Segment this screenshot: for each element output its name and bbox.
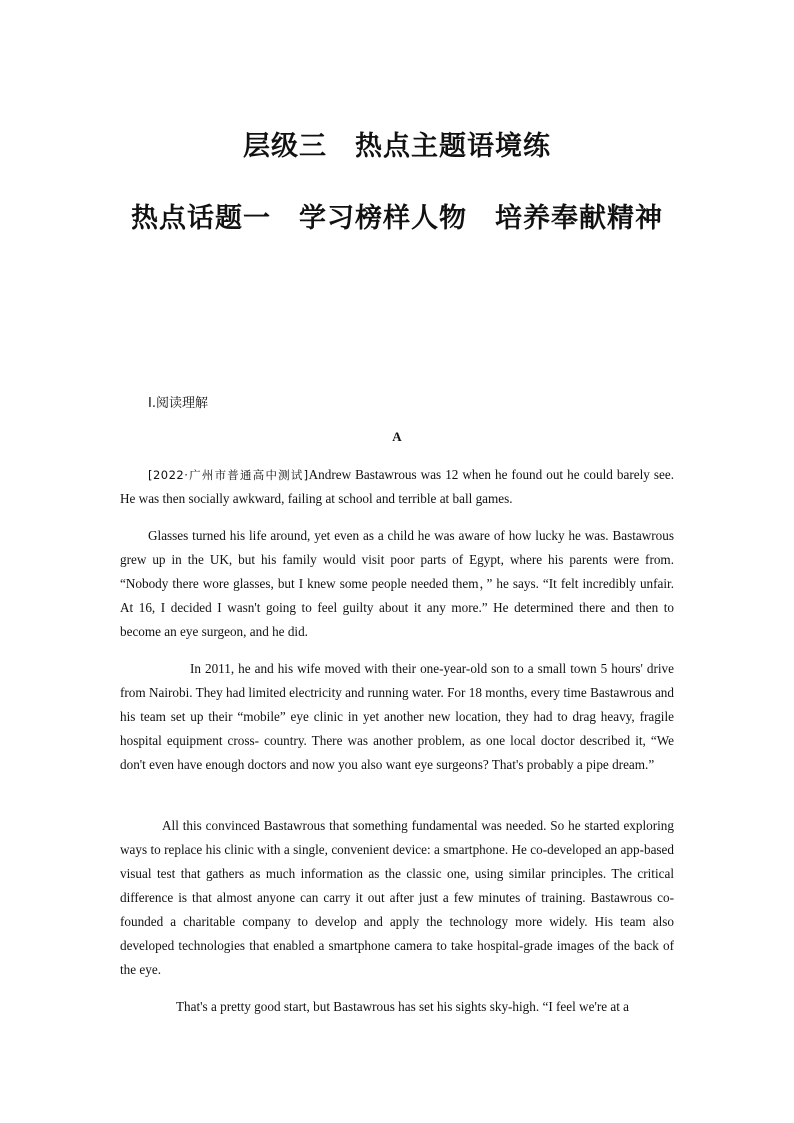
source-citation: [2022·广州市普通高中测试] bbox=[148, 468, 309, 482]
section-label: Ⅰ.阅读理解 bbox=[148, 396, 208, 411]
paragraph-3: In 2011, he and his wife moved with their one-year-old son to a small town 5 hours' drive from Nairobi. They had limited electricity and running water. For 18 months, every time Bastawrous and his team set up their “mobile” eye clinic in yet another new location, they had to drag heavy, fragile hospital equipment cross- country. There was another problem, as one local doctor described it, “We don't even have enough doctors and now you also want eye surgeons? That's probably a pipe dream.” bbox=[120, 661, 674, 772]
paragraph-1 bbox=[120, 463, 674, 511]
level-title: 层级三 热点主题语境练 bbox=[243, 131, 551, 162]
topic-title: 热点话题一 学习榜样人物 培养奉献精神 bbox=[131, 203, 663, 234]
paragraph-2: Glasses turned his life around, yet even as a child he was aware of how lucky he was. Bastawrous grew up in the UK, but his family would visit poor parts of Egypt, where his parents were from. “Nobody there wore glasses, but I knew some people needed them，” he says. “It felt incredibly unfair. At 16, I decided I wasn't going to feel guilty about it any more.” He determined there and then to become an eye surgeon, and he did. bbox=[120, 528, 674, 639]
paragraph-5: That's a pretty good start, but Bastawrous has set his sights sky-high. “I feel we're at a bbox=[176, 999, 630, 1014]
paragraph-4: All this convinced Bastawrous that something fundamental was needed. So he started exploring ways to replace his clinic with a single, convenient device: a smartphone. He co-developed an app-based visual test that gathers as much information as the classic one, using similar principles. The critical difference is that almost anyone can carry it out after just a few minutes of training. Bastawrous co-founded a charitable company to develop and apply the technology more widely. His team also developed technologies that enabled a smartphone camera to take hospital-grade images of the back of the eye. bbox=[120, 818, 674, 977]
passage-label: A bbox=[392, 429, 402, 444]
paragraph-1-text: Andrew Bastawrous was 12 when he found out he could barely see. He was then socially awkward, failing at school and terrible at ball games. bbox=[120, 467, 674, 506]
